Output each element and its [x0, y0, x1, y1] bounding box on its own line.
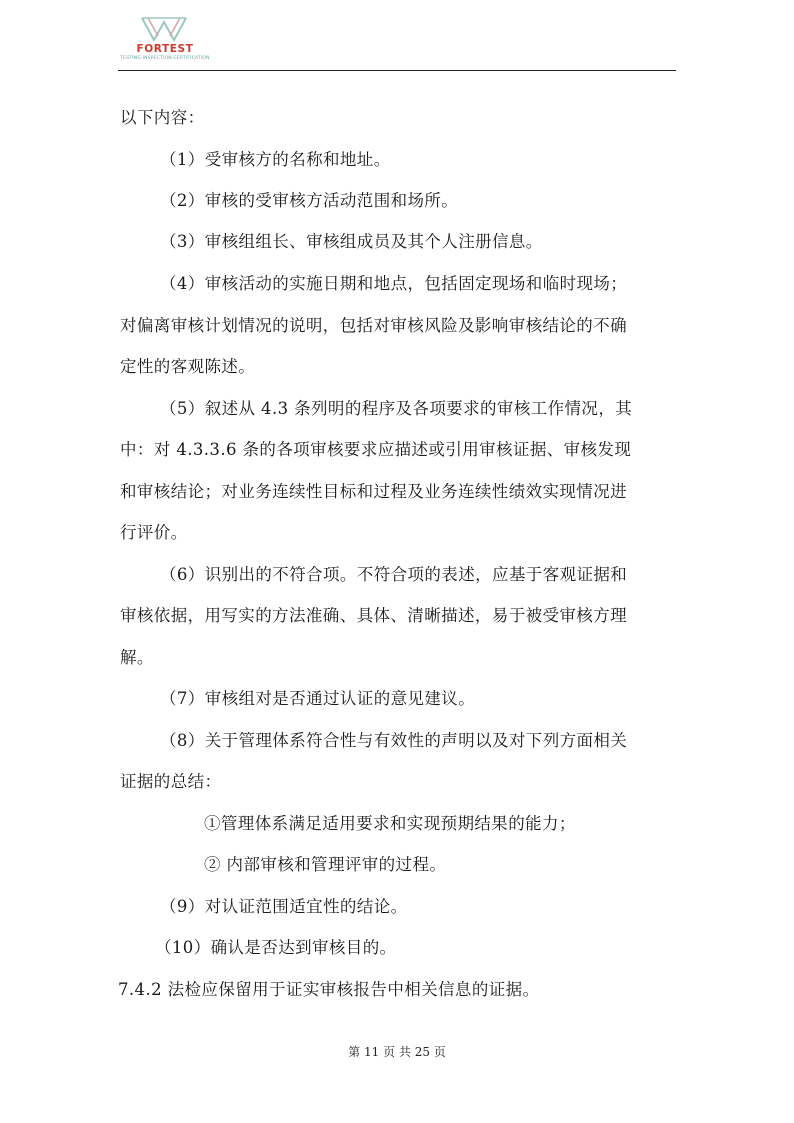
list-item: （1）受审核方的名称和地址。	[160, 150, 391, 169]
body-line: 证据的总结：	[120, 772, 222, 791]
sub-list-item: ② 内部审核和管理评审的过程。	[204, 855, 447, 874]
body-line: 以下内容：	[120, 108, 205, 127]
sub-list-item: ①管理体系满足适用要求和实现预期结果的能力；	[204, 814, 576, 833]
footer-suffix: 页	[433, 1045, 446, 1059]
body-line: 解。	[120, 648, 154, 667]
list-item: （10）确认是否达到审核目的。	[155, 938, 397, 957]
list-item: （7）审核组对是否通过认证的意见建议。	[160, 689, 476, 708]
body-line: 和审核结论；对业务连续性目标和过程及业务连续性绩效实现情况进	[120, 482, 627, 501]
header-divider	[118, 70, 676, 71]
body-line: 行评价。	[120, 523, 188, 542]
page-footer	[0, 1043, 794, 1060]
list-item: （8）关于管理体系符合性与有效性的声明以及对下列方面相关	[160, 731, 628, 750]
page-number: 11	[363, 1045, 380, 1059]
body-line: 中：对 4.3.3.6 条的各项审核要求应描述或引用审核证据、审核发现	[120, 440, 632, 459]
body-line: 对偏离审核计划情况的说明，包括对审核风险及影响审核结论的不确	[120, 316, 627, 335]
footer-middle: 页 共	[383, 1045, 411, 1059]
body-line: 定性的客观陈述。	[120, 357, 256, 376]
section-clause: 7.4.2 法检应保留用于证实审核报告中相关信息的证据。	[118, 980, 540, 999]
list-item: （2）审核的受审核方活动范围和场所。	[160, 191, 459, 210]
list-item: （5）叙述从 4.3 条列明的程序及各项要求的审核工作情况，其	[160, 399, 633, 418]
company-logo	[118, 16, 212, 62]
body-line: 审核依据，用写实的方法准确、具体、清晰描述，易于被受审核方理	[120, 606, 627, 625]
page-total: 25	[414, 1045, 431, 1059]
logo-brand-text: FORTEST	[136, 43, 194, 55]
list-item: （9）对认证范围适宜性的结论。	[160, 897, 408, 916]
footer-prefix: 第	[348, 1045, 361, 1059]
list-item: （6）识别出的不符合项。不符合项的表述，应基于客观证据和	[160, 565, 628, 584]
logo-mark-icon	[140, 16, 188, 42]
logo-tagline: TESTING·INSPECTION·CERTIFICATION	[120, 56, 210, 61]
list-item: （4）审核活动的实施日期和地点，包括固定现场和临时现场；	[160, 274, 628, 293]
list-item: （3）审核组组长、审核组成员及其个人注册信息。	[160, 232, 543, 251]
